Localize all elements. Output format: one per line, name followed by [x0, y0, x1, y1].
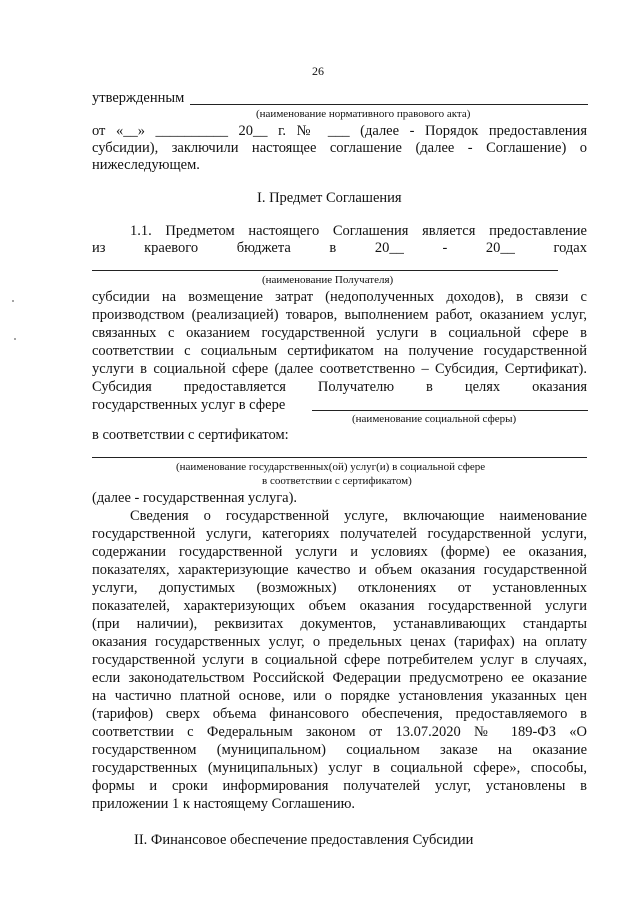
subject-line-1: 1.1. Предметом настоящего Соглашения является предоставление [130, 223, 587, 239]
p1-line: соответствии с социальным сертификатом на получение государственной [92, 343, 587, 359]
section-1-title: I. Предмет Соглашения [257, 190, 402, 206]
p2-line: (тарифов) сверх объема финансового обеспечения, предоставляемого в [92, 706, 587, 722]
p2-line: государственной услуги, категориях получателей государственной услуги, [92, 526, 587, 542]
p2-line: содержании государственной услуги и условиях (форме) ее оказания, [92, 544, 587, 560]
legal-act-caption: (наименование нормативного правового акта) [256, 108, 471, 120]
p1-line: производством (реализацией) товаров, выполнением работ, оказанием услуг, [92, 307, 587, 323]
recipient-underline [92, 270, 558, 271]
p2-line: государственной услуги в социальной сфере потребителем услуг в случаях, [92, 652, 587, 668]
sphere-caption: (наименование социальной сферы) [352, 413, 517, 425]
p1-line: Субсидия предоставляется Получателю в целях оказания [92, 379, 587, 395]
p1-line-sphere: государственных услуг в сфере [92, 397, 286, 413]
sphere-underline [312, 410, 588, 411]
p2-line: оказания государственных услуг, о предельных ценах (тарифах) на оплату [92, 634, 587, 650]
p2-line: показателей, характеризующих объем оказания государственной услуги [92, 598, 587, 614]
agreement-line: субсидии), заключили настоящее соглашение (далее - Соглашение) о [92, 140, 587, 156]
p2-line: формы и сроки информирования получателей услуг, установлены в [92, 778, 587, 794]
p2-line: (при наличии), реквизитах документов, устанавливающих стандарты [92, 616, 587, 632]
p1-line: услуги в социальной сфере (далее соответственно – Субсидия, Сертификат). [92, 361, 587, 377]
certificate-line: в соответствии с сертификатом: [92, 427, 289, 443]
p2-line: Сведения о государственной услуге, включающие наименование [130, 508, 587, 524]
p2-line: показателях, характеризующие качество и объем оказания государственной [92, 562, 587, 578]
p1-line: субсидии на возмещение затрат (недополученных доходов), в связи с [92, 289, 587, 305]
service-caption-2: в соответствии с сертификатом) [262, 475, 412, 487]
scan-speck [14, 338, 16, 340]
p2-line: услуги, допустимых (возможных) отклонениях от установленных [92, 580, 587, 596]
service-hereinafter: (далее - государственная услуга). [92, 490, 298, 506]
service-caption-1: (наименование государственных(ой) услуг(и) в социальной сфере [176, 461, 486, 473]
p2-line: государственном (муниципальном) социальном заказе на оказание [92, 742, 587, 758]
section-2-title: II. Финансовое обеспечение предоставления Субсидии [134, 832, 474, 848]
p2-line: государственных (муниципальных) услуг в социальной сфере», способы, [92, 760, 587, 776]
legal-act-underline [190, 104, 588, 105]
service-underline [92, 457, 587, 458]
page-number: 26 [312, 64, 324, 78]
recipient-caption: (наименование Получателя) [262, 274, 394, 286]
p1-line: связанных с оказанием государственной услуги в социальной сфере в [92, 325, 587, 341]
subject-line-2: из краевого бюджета в 20__ - 20__ годах [92, 240, 587, 256]
hereinafter-line: нижеследующем. [92, 157, 200, 173]
p2-line: если законодательством Российской Федерации предусмотрено ее оказание [92, 670, 587, 686]
scan-speck [12, 300, 14, 302]
approved-by-line: утвержденным [92, 90, 185, 106]
procedure-line: от «__» __________ 20__ г. № ___ (далее - Порядок предоставления [92, 123, 587, 139]
p2-line: соответствии с Федеральным законом от 13.07.2020 № 189-ФЗ «О [92, 724, 587, 740]
p2-last-line: приложении 1 к настоящему Соглашению. [92, 796, 356, 812]
p2-line: на частично платной основе, или о порядке установления указанных цен [92, 688, 587, 704]
